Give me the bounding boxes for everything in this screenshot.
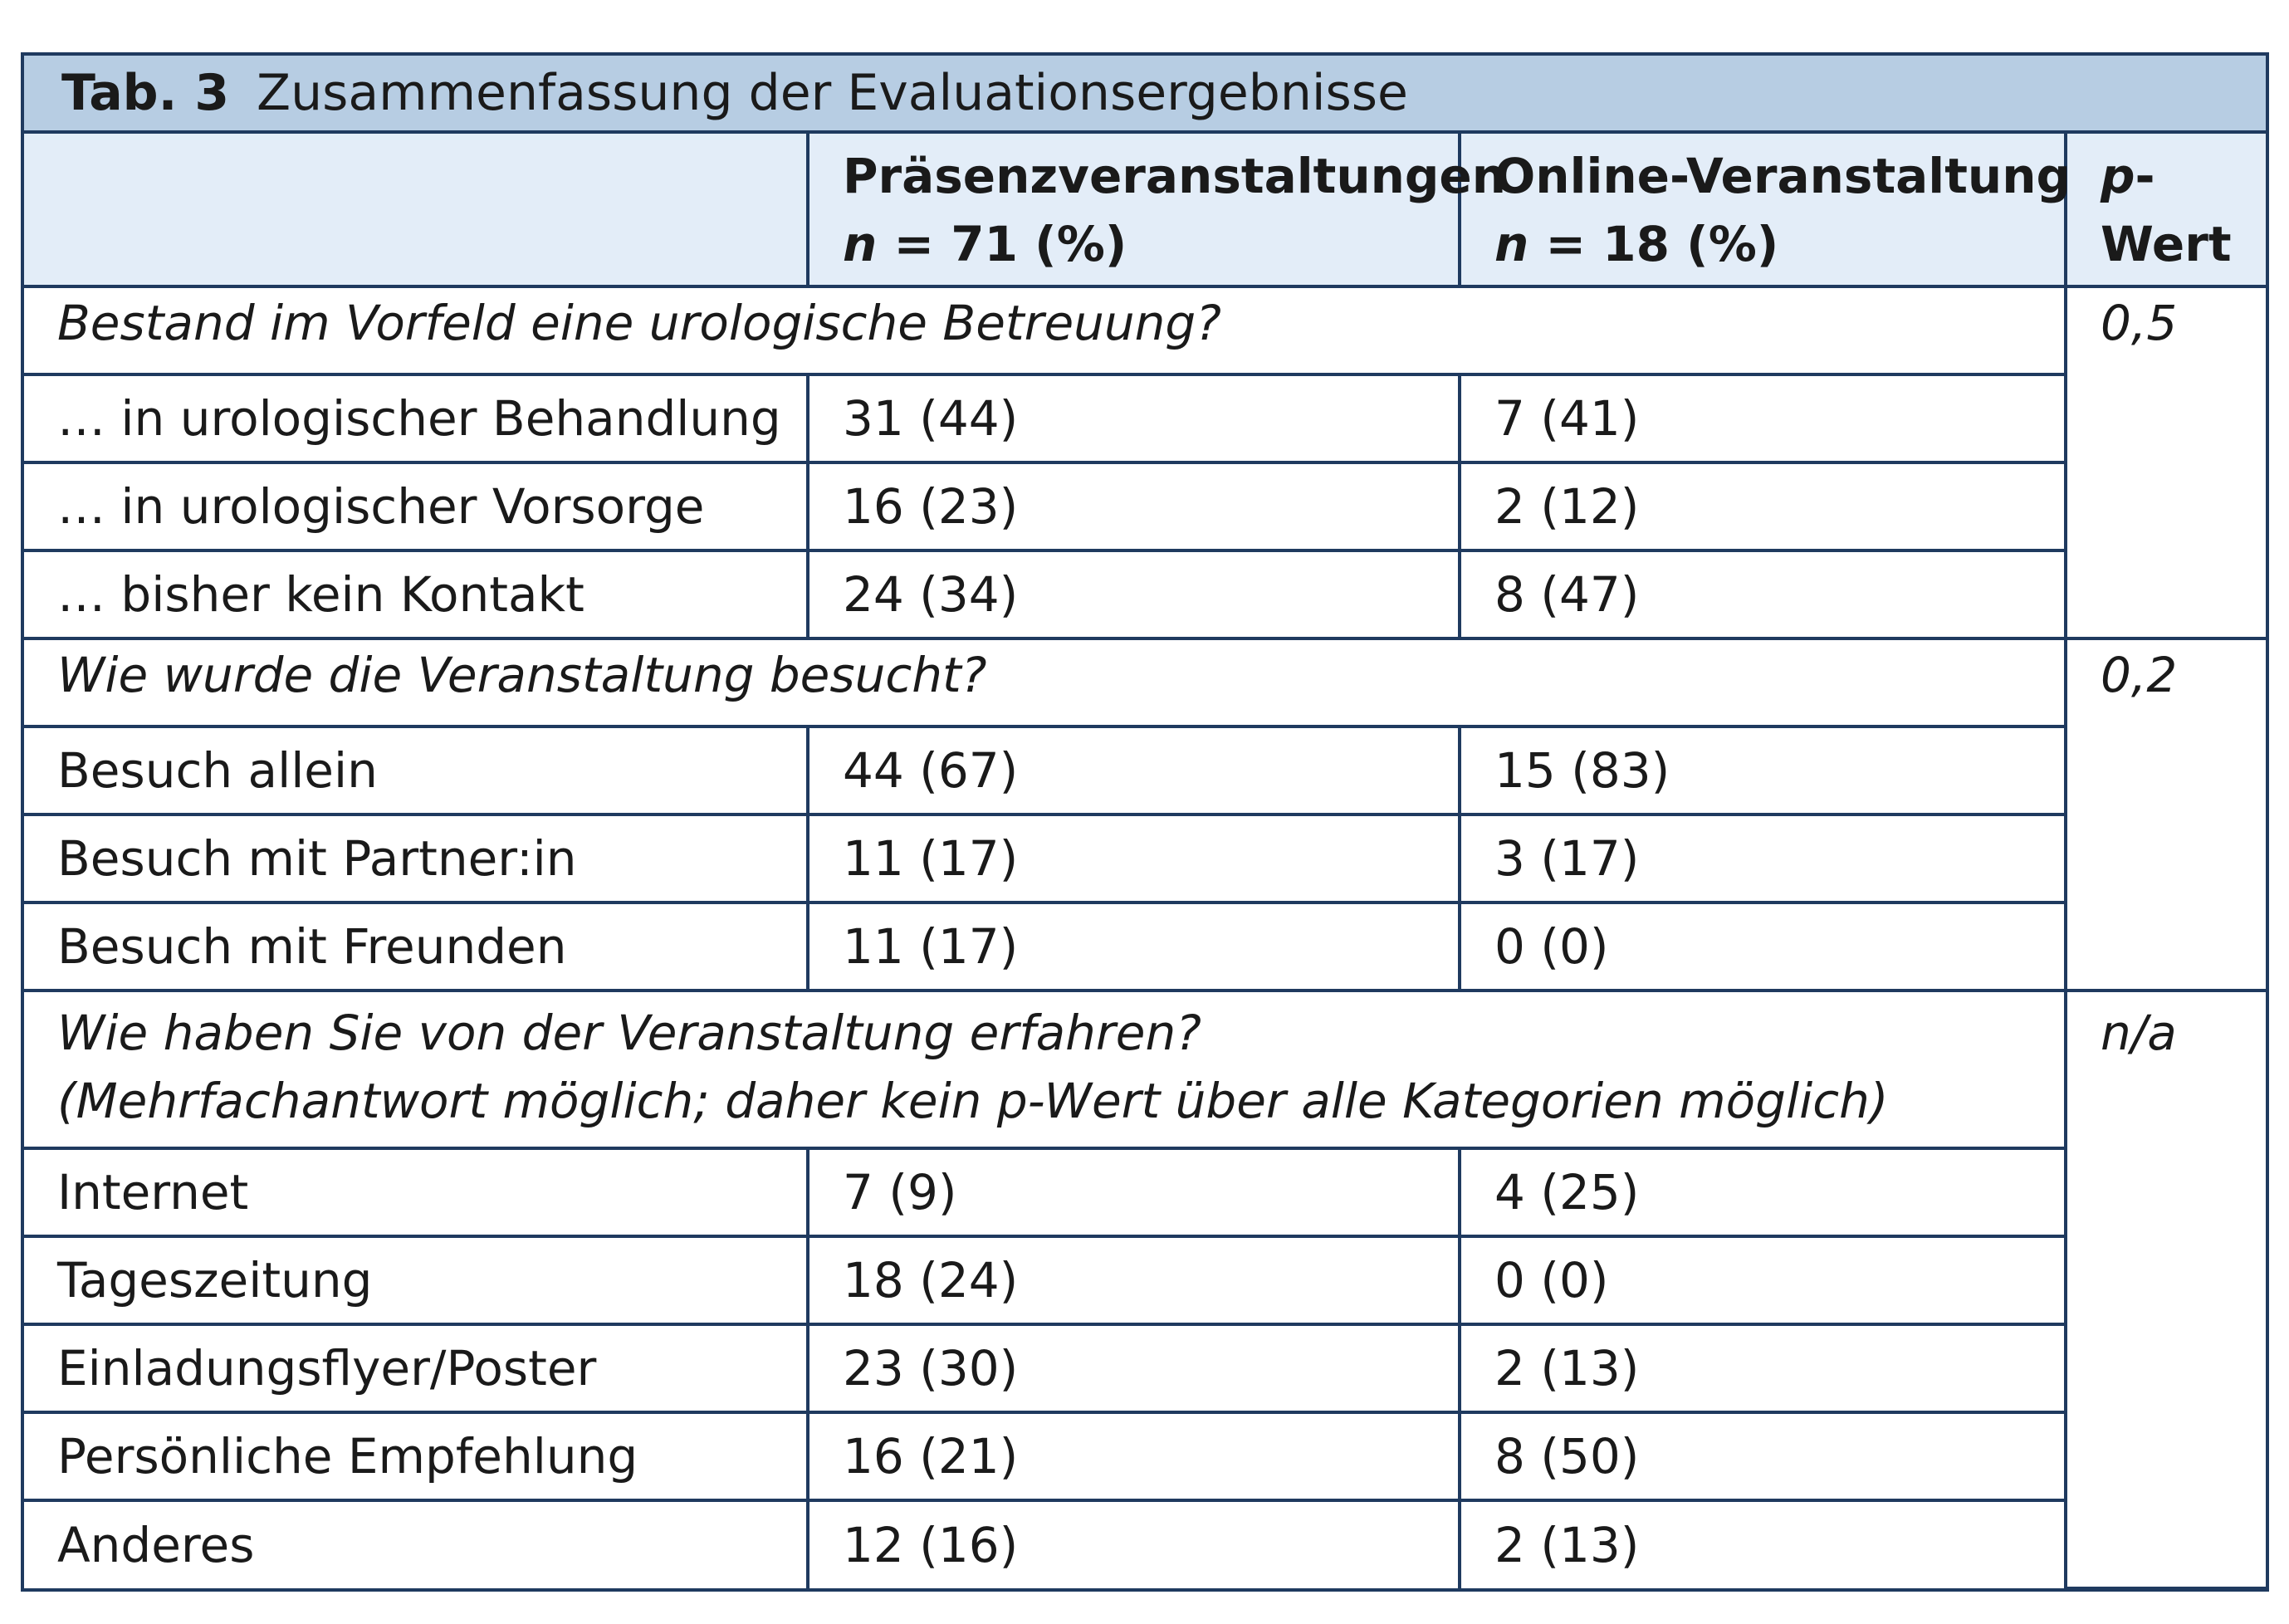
group-pvalue: 0,2 — [2066, 638, 2266, 991]
cell-presenz: 23 (30) — [808, 1324, 1460, 1412]
group-row — [24, 638, 2266, 726]
table-frame — [21, 52, 2269, 1592]
header-presenz: Präsenzveranstaltungen n = 71 (%) — [808, 132, 1460, 286]
table-row — [24, 1148, 2266, 1236]
table-row — [24, 550, 2266, 638]
cell-online: 0 (0) — [1460, 1236, 2066, 1324]
cell-online: 0 (0) — [1460, 902, 2066, 991]
cell-presenz: 16 (23) — [808, 462, 1460, 550]
group-question: Wie haben Sie von der Veranstaltung erfahren? (Mehrfachantwort möglich; daher kein p-Wert über alle Kategorien möglich) — [24, 991, 2066, 1148]
table-row — [24, 726, 2266, 814]
row-label: Persönliche Empfehlung — [24, 1412, 808, 1500]
table-row — [24, 462, 2266, 550]
cell-online: 2 (13) — [1460, 1500, 2066, 1588]
row-label: Internet — [24, 1148, 808, 1236]
table-row — [24, 1324, 2266, 1412]
cell-presenz: 18 (24) — [808, 1236, 1460, 1324]
table-row — [24, 1412, 2266, 1500]
table-row — [24, 814, 2266, 902]
cell-online: 4 (25) — [1460, 1148, 2066, 1236]
cell-presenz: 24 (34) — [808, 550, 1460, 638]
row-label: Besuch mit Partner:in — [24, 814, 808, 902]
table-row — [24, 1236, 2266, 1324]
header-online: Online-Veranstaltung n = 18 (%) — [1460, 132, 2066, 286]
table-row — [24, 902, 2266, 991]
group-pvalue: n/a — [2066, 991, 2266, 1588]
cell-presenz: 31 (44) — [808, 374, 1460, 462]
cell-presenz: 16 (21) — [808, 1412, 1460, 1500]
group-question: Bestand im Vorfeld eine urologische Betreuung? — [24, 286, 2066, 374]
cell-online: 3 (17) — [1460, 814, 2066, 902]
group-row — [24, 991, 2266, 1148]
row-label: Besuch allein — [24, 726, 808, 814]
cell-presenz: 11 (17) — [808, 814, 1460, 902]
table-row — [24, 374, 2266, 462]
cell-online: 8 (50) — [1460, 1412, 2066, 1500]
group-row — [24, 286, 2266, 374]
row-label: Anderes — [24, 1500, 808, 1588]
row-label: Einladungsflyer/Poster — [24, 1324, 808, 1412]
row-label: Tageszeitung — [24, 1236, 808, 1324]
cell-presenz: 7 (9) — [808, 1148, 1460, 1236]
cell-online: 7 (41) — [1460, 374, 2066, 462]
row-label: … in urologischer Vorsorge — [24, 462, 808, 550]
header-pvalue: p- Wert — [2066, 132, 2266, 286]
row-label: … bisher kein Kontakt — [24, 550, 808, 638]
cell-online: 8 (47) — [1460, 550, 2066, 638]
cell-online: 2 (12) — [1460, 462, 2066, 550]
row-label: … in urologischer Behandlung — [24, 374, 808, 462]
header-row — [24, 132, 2266, 286]
cell-presenz: 44 (67) — [808, 726, 1460, 814]
table-row — [24, 1500, 2266, 1588]
header-empty — [24, 132, 808, 286]
group-pvalue: 0,5 — [2066, 286, 2266, 638]
table-caption — [24, 56, 2266, 134]
group-question: Wie wurde die Veranstaltung besucht? — [24, 638, 2066, 726]
cell-presenz: 12 (16) — [808, 1500, 1460, 1588]
row-label: Besuch mit Freunden — [24, 902, 808, 991]
table-number: Tab. 3 — [61, 64, 230, 122]
results-table — [24, 130, 2266, 1590]
table-title: Zusammenfassung der Evaluationsergebnisse — [257, 64, 1408, 122]
cell-presenz: 11 (17) — [808, 902, 1460, 991]
cell-online: 15 (83) — [1460, 726, 2066, 814]
group-note: (Mehrfachantwort möglich; daher kein p-Wert über alle Kategorien möglich) — [57, 1073, 1889, 1129]
cell-online: 2 (13) — [1460, 1324, 2066, 1412]
